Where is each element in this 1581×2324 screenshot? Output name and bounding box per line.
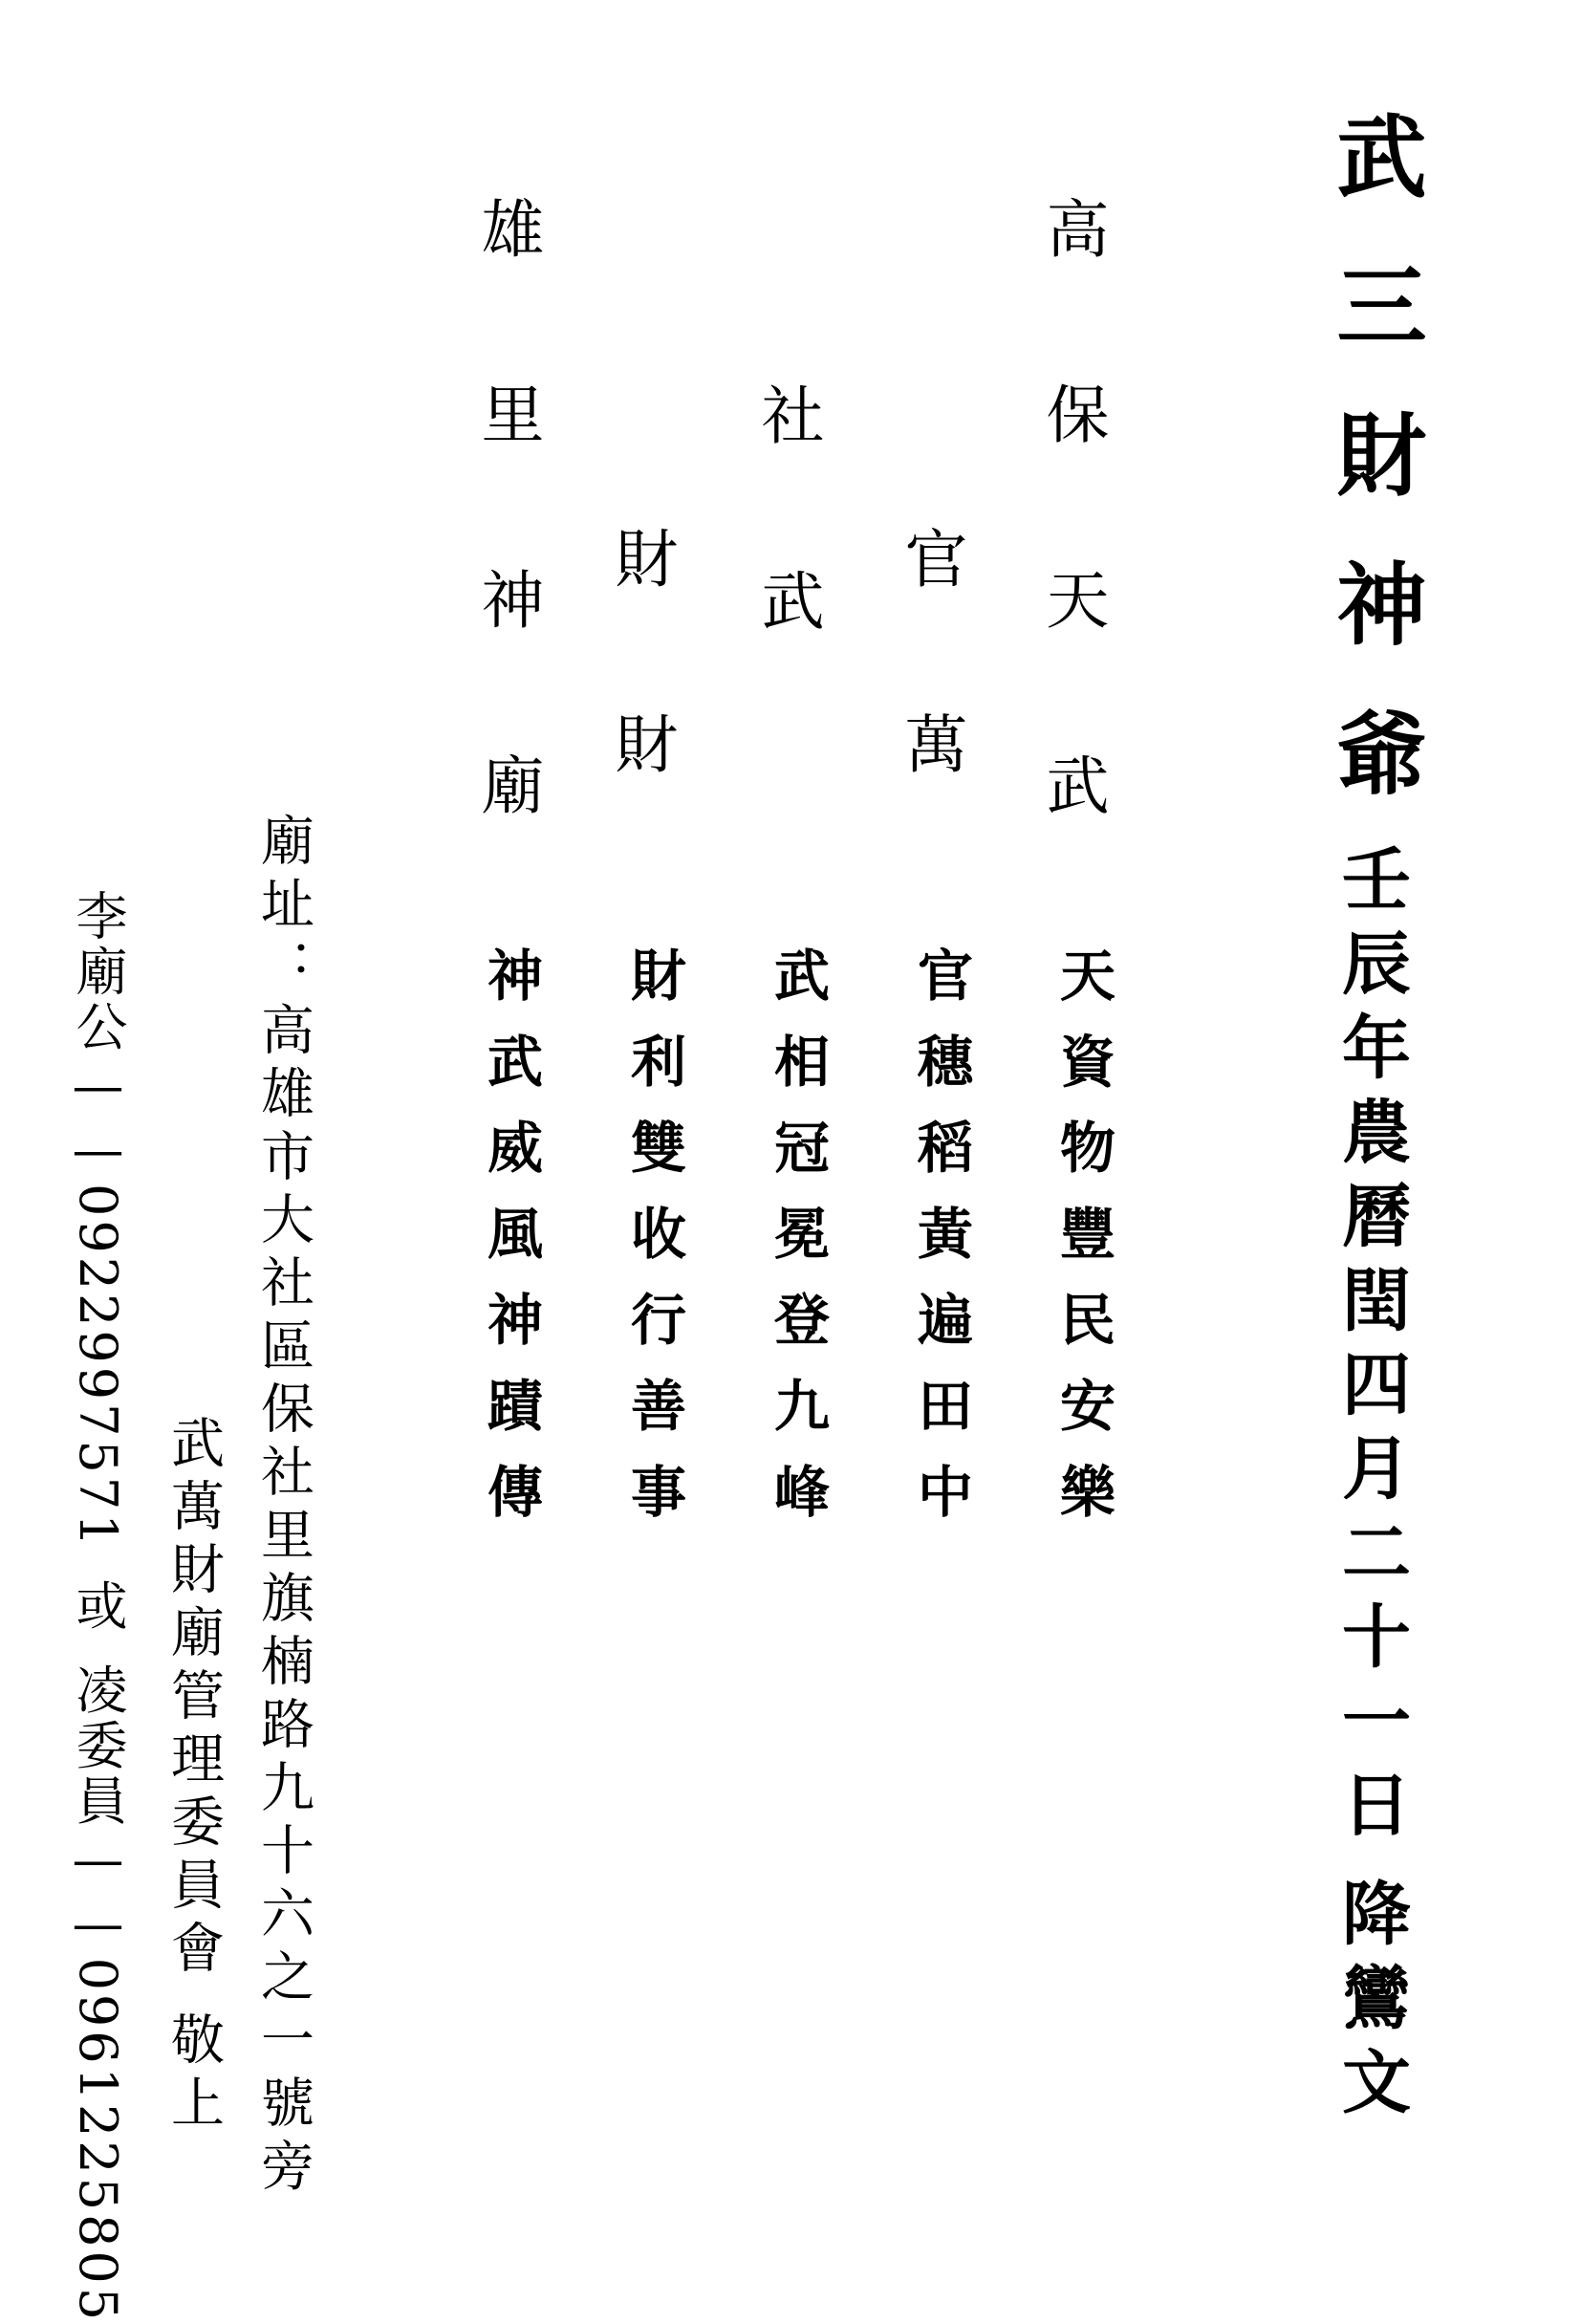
poem-prefix-5: 雄里神廟: [470, 196, 544, 938]
contact-person-1: 李廟公: [68, 889, 128, 1055]
contact-dash-1: ——: [68, 1055, 128, 1184]
signature-closing: 敬上: [162, 2011, 225, 2138]
contact-info: [68, 889, 128, 2324]
poem-prefix-2: 官萬: [894, 526, 967, 897]
signature: [162, 1415, 225, 2138]
poem-verse-5: 神武威風神蹟傳: [478, 946, 543, 1549]
contact-or: 或: [68, 1578, 128, 1635]
contact-phone-2: 0961225805: [68, 1957, 128, 2324]
page-title: 武三財神爺: [1321, 110, 1426, 856]
poem-prefix-4: 財財: [604, 526, 678, 897]
signature-org: 武萬財廟管理委員會: [162, 1415, 225, 1983]
contact-dash-2: ——: [68, 1829, 128, 1958]
date-line: [1331, 843, 1412, 2130]
contact-person-2: 凌委員: [68, 1662, 128, 1830]
poem-verse-1: 天資物豐民安樂: [1050, 946, 1115, 1549]
poem-prefix-3: 社武: [750, 382, 824, 753]
poem-verse-4: 財利雙收行善事: [621, 946, 686, 1549]
poem-verse-3: 武相冠冕登九峰: [765, 946, 830, 1549]
date-suffix: 降鸞文: [1331, 1878, 1412, 2130]
contact-phone-1: 0922997571: [68, 1184, 128, 1551]
poem-prefix-1: 高保天武: [1035, 196, 1109, 938]
poem-verse-2: 官穗稻黃遍田中: [908, 946, 973, 1549]
date-text: 壬辰年農曆閏四月二十一日: [1331, 843, 1412, 1853]
temple-address: 廟址：高雄市大社區保社里旗楠路九十六之一號旁: [252, 813, 314, 2201]
